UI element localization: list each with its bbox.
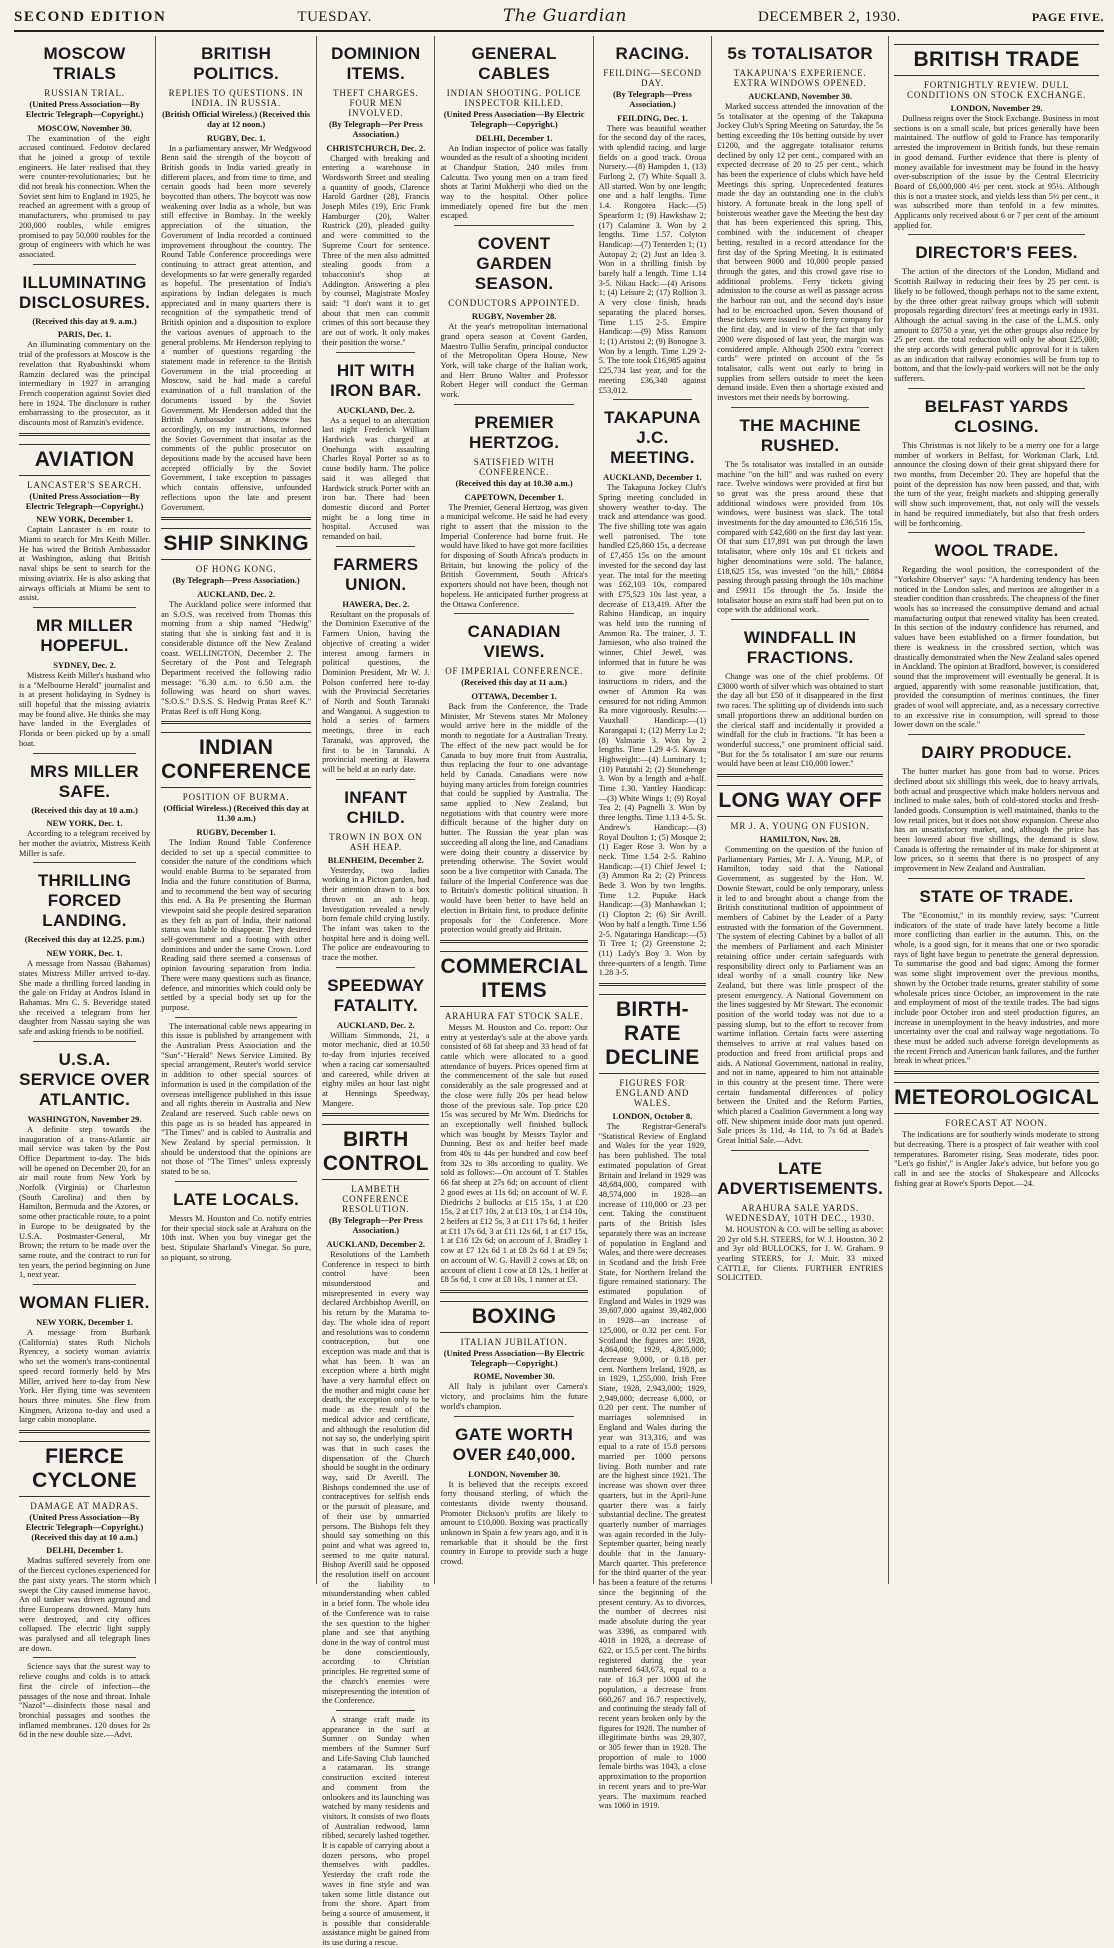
article-headline: MOSCOW TRIALS [43,44,126,83]
article-headline: COMMERCIAL ITEMS [440,951,587,1007]
article-body: There was beautiful weather for the second day of the races, with splendid racing, and large fields on a good track. Oroua Nursery.—(8) Hampden 1, (13) Furlong 2, (7) White Squall 3. All started. Won by one length; one and a half lengths. Time 1.4. Rongotea Hack:—(5) Spearform 1; (9) Hawkshaw 2; (17) Calamine 3. Won by 2 lengths. Time 1.57. Colyton Handicap:—(7) Tenterden 1; (1) Autopay 2; (2) Just an Idea 3. Won in a thrilling finish by barely half a length. Time 1.14 3-5. Nikau Hack:—(4) Arisons 1; (4) Leisure 2; (17) Rollion 3. A very close finish, heads separating the placed horses. Time 1.15 2-5. Empire Handicap:—(9) Miss Ransom 1; (1) Aristosi 2; (9) Bonogne 3. Won by a length. Time 1.29 2-5. The tote took £16,985 against £25,734 last year, and for the meeting £36,340 against £53,012. [598,123,707,395]
article-body: An Indian inspector of police was fatally wounded as the result of a shooting incident at Chandpur Station, 240 miles from Calcutta. Two young men on a tram fired shots at Tarini Mukherji who died on the way to the hospital. Other police immediately opened fire but the men escaped. [440,143,588,221]
article-subheading: ARAHURA FAT STOCK SALE. [444,1010,584,1021]
article-body: Madras suffered severely from one of the fiercest cyclones experienced for the past sixty years. The storm which swept the City caused immense havoc. An oil tanker was driven aground and three Europeans drowned. Many huts were destroyed, and city offices collapsed. The electric light supply was paralysed and all telegraph lines are down. [19,1556,151,1653]
article-headline: THRILLING FORCED LANDING. [37,871,132,931]
article-subheading: OF IMPERIAL CONFERENCE. [445,666,584,677]
divider [336,779,415,780]
article-headline: GATE WORTH OVER £40,000. [452,1424,576,1464]
divider [161,517,311,520]
article-headline: AVIATION [19,444,150,476]
article-body: Resultant on the proposals of the Dominion Executive of the Farmers Union, having the objective of creating a wider interest among farmers in political questions, the Dominion President, Mr W. J. Polson conferred here to-day with the Provincial Secretaries of North and South Taranaki and Wanganui. A suggestion to hold a series of farmers meetings, three in each Taranaki, was approved, the first to be in Taranaki. A provincial meeting at Hawera will be held at an early date. [322,609,430,774]
article-dateline: NEW YORK, December 1. [36,514,133,525]
article-subheading: FORTNIGHTLY REVIEW. DULL CONDITIONS ON STOCK EXCHANGE. [907,80,1087,100]
article-body: The Registrar-General's "Statistical Review of England and Wales for the year 1929, has been published. The total estimated population of Great Britain and Ireland in 1929 was 48,684,000, compared with 48,574,000 in 1928—an increase of 110,000 or .23 per cent. Taking the constituent parts of the British Isles separately there was an increase of population in England and Wales, and there were decreases in Scotland and the Irish Free State, for Northern Ireland the figure remained stationary. The estimated population of England and Wales in 1929 was 39,607,000 against 39,482,000 in 1928—an increase of 125,000, or 0.32 per cent. For Scotland the figures are: 1928, 4,864,000; 1929, 4,805,000; decrease 9,000, or 0.18 per cent. Northern Ireland, 1928, as in 1929, 1,255,000. Irish Free State, 1928, 2,943,000; 1929, 2,949,000; decrease 6,000, or 0.20 per cent. The number of marriages solemnised in England and Wales during the year was 313,316, and was equal to a rate of 15.8 persons married per 1000 persons living. Both number and rate are the highest since 1921. The increase was shown over three quarters, but in the April-June quarter there was a fairly substantial decline. The greatest quarterly number of marriages was again recorded in the July-September quarter, being nearly double that in the January-March quarter. This preference for the third quarter of the year has been a feature of the returns since the beginning of the present century. As to divorces, the number of decrees nisi made absolute during the year was 3396, as compared with 4018 in 1928, a decrease of 622, or 15.5 per cent. The births registered during the year numbered 643,673, equal to a rate of 16.3 per 1000 of the population, a decrease from 660,267 and 16.7 respectively, and continuing the steady fall of recent years broken only by the figures for 1928. The number of illegitimate births was 29,307, or 305 fewer than in 1928. The proportion of male to 1000 female births was 1043, a close approximation to the proportion in recent years and to pre-War years. The maximum reached was 1060 in 1919. [598,1122,707,1811]
article-body: An illuminating commentary on the trial of the professors at Moscow is the revelation that Ryabushinski whom Ramzin declared was the principal intermediary in 1927 in arranging French cooperation against Soviet died here in 1924. The disclosure is rather embarrassing to the prosecutor, as it discounts most of Ramzin's evidence. [19,340,151,428]
article-body: Captain Lancaster is en route to Miami to search for Mrs Keith Miller. He has wired the British Ambassador at Washington, asking that British naval ships be sent to search for the missing aviatrix. He is also asking that airways officials at Miami be sent to assist. [19,525,151,603]
article-headline: RACING. [615,44,690,63]
article-body: It is believed that the receipts exceed forty thousand sterling, of which the contestants divide twenty thousand. Promoter Dickson's profits are likely to amount to £10,000. Boxing was practically unknown in Spain a few years ago, and it is remarkable that it should be the first country in Europe to provide such a huge crowd. [440,1479,588,1567]
article-headline: HIT WITH IRON BAR. [330,360,422,400]
article-body: The Indian Round Table Conference decided to set up a special committee to consider the nature of the conditions which would enable Burma to be separated from India and the future constitution of Burma, and to recommend the best way of securing this end. A Ba Pe presenting the Burman viewpoint said she people desired separation as they felt as part of India, their national status was liable to disappear. They desired self-government and a footing with other dominions and under the same Crown. Lord Reading said there seemed a consensus of opinion favouring separation from India. There were many questions such as finance, defence, and minorities which could only be settled by a special body set up for the purpose. [161,837,312,1012]
article [440,44,587,221]
article-dateline: NEW YORK, December 1. [36,1317,133,1328]
article-subheading: INDIAN SHOOTING. POLICE INSPECTOR KILLED. [446,88,582,108]
article-headline: TAKAPUNA J.C. MEETING. [604,408,701,468]
article-headline: DOMINION ITEMS. [331,44,421,83]
article-dateline: HAMILTON, Nov. 28. [759,834,841,845]
article-subheading: LANCASTER'S SEARCH. [27,479,142,490]
article-body: The Auckland police were informed that an S.O.S. was received from Thomas this morning from a ship named "Hedwig" stating that she is sinking fast and it is considerable distance off the New Zealand coast. WELLINGTON, December 2. The Secretary of the Post and Telegraph Department received the following radio message: "6.30 a.m. to 6.50 a.m. the following was heard on short waves. "S.O.S." D.S.S. S. Hedwig Pratas Reef K." Pratas Reef is off Hong Kong. [161,600,312,716]
article [161,1181,311,1263]
article-credit: (Received this day at 11 a.m.) [461,677,568,688]
article [19,1657,150,1740]
divider [33,1041,136,1042]
article-dateline: NEW YORK, Dec. 1. [46,818,123,829]
article [440,613,587,935]
article-dateline: CAPETOWN, December 1. [464,491,564,502]
divider [175,1181,297,1182]
article-body: Regarding the wool position, the correspondent of the "Yorkshire Observer" says: "A hardening tendency has been noticed in the London sales, and merinos are altogether in a steadier condition than crossbreds. The cheapness of the finer wools has so increased the consumptive demand and actual manufacturing output that renewed vitality has been created. In this section of the industry confidence has returned, and values have been established on a firmer foundation, but there is weakness in the crossbred section, which was drastically demonstrated when the New Zealand sales opened in Auckland. The opinion at Bradford, however, is considered sound that the improvement will eventually be general. It is argued, apparently with some reasonable justification, that, provided the consumption of merinos continues, the finer grades of wool will appreciate, and, as a necessary corrective to an excessive rise in consumption, will spread to those lower down on the scale." [894,565,1099,730]
article-subheading: TROWN IN BOX ON ASH HEAP. [329,831,423,852]
article-body: Change was one of the chief problems. Of £3000 worth of silver which was obtained to start the day all but £50 of it disappeared in the first two races. The splitting up of dividends into such small proportions threw an additional burden on the clerical staff and incidentally it provided a windfall for the club in fractions. "It has been a wonderful success," one prominent official said. "But for the 5s totalisator I am sure our returns would have been at least £10,000 lower." [717,672,884,769]
divider [19,1430,150,1433]
article [894,1071,1099,1188]
divider [908,532,1085,533]
article-body: In a parliamentary answer, Mr Wedgwood Benn said the strength of the boycott of British goods in India varied greatly in different places, and from time to time, and certain goods had been more severely boycotted than others. The boycott was now weakening over India as a whole, but was still effective in Bombay. In the weekly appreciation of the situation, the Government of India recorded a continued improvement throughout the country. The Round Table Conference proceedings were continuing to attract great attention, and developments so far were generally regarded as hopeful. The presentation of India's aspirations by Indian delegates is much appreciated and in many quarters there is recognition of the sympathetic trend of British opinion and a disposition to explore the various avenues of approach to the general problems. Mr Henderson replying to a number of questions regarding the statement made in reference to the British Government in the trial proceeding at Moscow, said he had made a careful examination of a full translation of the documents issued by the Soviet Government. Mr Henderson added that the British Ambassador at Moscow has accordingly, on my instructions, informed the Soviet Government that insofar as the comments of the public prosecutor on depositions made by the accused have been accepted officially by the Soviet Government, I take exception to passages which contain offensive, unfounded reflections upon the late and present Government. [161,143,312,512]
article-headline: LATE ADVERTISEMENTS. [717,1158,884,1198]
article-dateline: PARIS, Dec. 1. [57,329,112,340]
article-body: The indications are for southerly winds moderate to strong but decreasing. There is a prospect of fair weather with cool temperatures. Barometer rising. Seas moderate, tides poor. "Let's go fishin'," is Angler Jake's advice, but before you go call in and see the stocks of Shakespeare and Allcocks fishing gear at Rowe's Sports Depot.—24. [894,1130,1099,1188]
divider [454,404,573,405]
article-headline: INDIAN CONFERENCE [161,732,311,788]
article-credit: (Received this day at 9. a.m.) [32,315,137,326]
article-body: All Italy is jubilant over Carnera's victory, and proclaims him the future world's champion. [440,1382,588,1411]
article-headline: LONG WAY OFF [717,785,883,817]
article-body: The Takapuna Jockey Club's Spring meeting concluded in showery weather to-day. The track and attendance was good. The five shilling tote was again well patronised. The tote handled £25,860 15s, a decrease of £7,455 15s on the amount invested for the second day last year. The total for the meeting was £62,103 10s, compared with £75,523 10s last year, a decrease of £13,419. After the Rahino Handicap, an inquiry was held into the running of Ammon Ra. The trainer, J. T. Jamieson, who also trained the winner, Chief Jewel, was informed that in future he was to give more definite instructions to riders, and the owner of Ammon Ra was censured for not riding Ammon Ra more vigorously. Results:— Vauxhall Handicap:—(1) Karangapai 1; (12) Merry Lu 2; (8) Valmarie 3. Won by 2 lengths. Time 1.29 4-5. Kawau Highweight:—(4) Luminary 1; (10) Patutahi 2; (2) Stonehenge 3. Won by a length and a-half. Time 1.30. Yantley Handicap:—(3) White Wings 1; (9) Royal Tea 2; (4) Pagnelli 3. Won by three lengths. Time 1.13 4-5. St. Andrew's Handicap:—(3) Royal Doulton 1; (5) Mosque 2; (1) Eager Rose 3. Won by a neck. Time 1.54 2-5. Rahino Handicap:—(1) Chief Jewel 1; (3) Ammon Ra 2; (2) Princess Bede 3. Won by two lengths. Time 1.2. Pupuke Hack Handicap:—(3) Manhawkan 1; (1) Clopton 2; (6) Sir Avrill. Won by half a length. Time 1.56 2-5. Ngataringa Handicap:—(5) Ti Tree 1; (2) Greenstone 2; (11) Lady's Boy 3. Won by three-quarters of a length. Time 1.28 3-5. [598,483,707,978]
article-headline: SPEEDWAY FATALITY. [327,975,425,1015]
divider [33,753,136,754]
article-headline: BELFAST YARDS CLOSING. [924,396,1069,436]
article [19,1430,150,1653]
article [894,388,1099,528]
article-subheading: OF HONG KONG. [195,564,277,575]
article [717,619,883,769]
divider [599,983,706,986]
article-headline: BOXING [440,1301,587,1333]
article-dateline: HAWERA, Dec. 2. [342,598,410,609]
article-subheading: ITALIAN JUBILATION. [460,1336,568,1347]
article [19,264,150,428]
article-body: According to a telegram received by her mother the aviatrix, Mistress Keith Miller is safe. [19,829,151,858]
article-headline: MRS MILLER SAFE. [30,761,139,801]
article-headline: INFANT CHILD. [344,787,408,827]
article-subheading: SATISFIED WITH CONFERENCE. [473,456,555,477]
article-body: M. HOUSTON & CO. will be selling as above: 20 2yr old S.H. STEERS, for W. J. Houston. 30 2 and 3yr old BULLOCKS, for J. W. Graham. 9 yearling STEERS, for J. Muir. 33 mixed CATTLE, for Clients. FURTHER ENTRIES SOLICITED. [717,1224,884,1283]
news-column [594,36,712,1811]
article [19,607,150,749]
article-headline: MR MILLER HOPEFUL. [35,615,134,655]
article-subheading: ARAHURA SALE YARDS. WEDNESDAY, 10TH DEC., 1930. [725,1202,875,1223]
article [717,1150,883,1283]
article [440,404,587,610]
news-column [712,36,889,1584]
article-dateline: DELHI, December 1. [46,1545,123,1556]
article-subheading: CONDUCTORS APPOINTED. [448,298,580,309]
article-headline: GENERAL CABLES [471,44,557,83]
article-dateline: LONDON, October 8. [612,1111,693,1122]
article-credit: (By Telegraph—Per Press Association.) [328,119,423,139]
article-body: Back from the Conference, the Trade Minister, Mr Stevens states Mr Moloney would arrive here in the middle of the month to negotiate for a Australian Treaty. The effect of the new pact would be for Canada to buy more fruit from Australia, thus replacing the four to one advantage held by Canada. Canadians were now buying many articles from foreign countries that could be supplied by Australia. The same applied to New Zealand, but negotiations with that country were more difficult because of the higher duty on butter. The Russian the year plan was succeeding all along the line, and Canadians were doing their country a disservice by pretending otherwise. The Soviet would soon be a live competitor with Canada. The failure of the Imperial Conference was due to Britain's domestic political situation. It would have been better to have held an election in Britain first, to produce definite proposals for the Conference. More protection would greatly aid Britain. [440,702,588,935]
article [440,1290,587,1412]
article [322,779,429,963]
article-headline: U.S.A. SERVICE OVER ATLANTIC. [19,1049,150,1109]
article-subheading: THEFT CHARGES. FOUR MEN INVOLVED. [333,88,419,118]
article-dateline: MOSCOW, November 30. [37,122,132,133]
article-subheading: REPLIES TO QUESTIONS. IN INDIA. IN RUSSIA. [168,88,304,108]
article [322,967,429,1109]
article-credit: (Received this day at 10.30 a.m.) [455,477,573,488]
article [599,983,706,1811]
article-headline: WINDFALL IN FRACTIONS. [743,628,857,668]
article-headline: WOMAN FLIER. [19,1293,150,1313]
article [717,774,883,1146]
article-headline: COVENT GARDEN SEASON. [474,234,554,294]
divider [894,1071,1099,1074]
article-headline: CANADIAN VIEWS. [467,622,561,662]
divider [454,1416,573,1417]
news-column [435,36,593,1584]
article [894,234,1099,383]
article-headline: METEOROLOGICAL [894,1082,1099,1114]
article-headline: FIERCE CYCLONE [19,1441,150,1497]
article-body: This Christmas is not likely to be a merry one for a large number of workers in Belfast, for Workman Clark, Ltd. announce the closing down of their great shipyard there for two months, from December 20. They are hopeful that the point of the depression has now been passed, and that, with the turn of the year, freight markets and shipping generally will show such improvement, that, not only will the vessels in hand be required immediately, but also that fresh orders will be forthcoming. [894,440,1099,528]
article-body: Mistress Keith Miller's husband who is a "Melbourne Herald" journalist and is at present holidaying in Sydney is still hopeful that the missing aviatrix may be found alive. He thinks she may have landed in the Everglades of Florida or been picked up by a small boat. [19,670,151,748]
divider [33,607,136,608]
article-dateline: AUCKLAND, Dec. 2. [336,1019,415,1030]
article [161,1017,311,1177]
article-credit: (Received this day at 12.25. p.m.) [24,934,145,945]
article-dateline: RUGBY, November 28. [471,311,557,322]
article-credit: (United Press Association—By Electric Telegraph—Copyright.) [443,109,585,129]
article [440,225,587,400]
article-dateline: RUGBY, Dec. 1. [206,132,266,143]
article [19,1284,150,1425]
article-subheading: POSITION OF BURMA. [182,792,290,803]
article-body: The international cable news appearing in this issue is published by arrangement with the Australian Press Association and the "Sun"-"Herald" News Service Limited. By special arrangement, Reuter's world service in addition to other special sources of information is used in the compilation of the overseas intelligence published in this issue and all rights therein in Australia and New Zealand are reserved. Such cable news on this page as is so headed has appeared in "The Times" and is cabled to Australia and New Zealand by special permission. It should be understood that the opinions are not those of "The Times" unless expressly stated to be so. [161,1021,312,1177]
article-headline: ILLUMINATING DISCLOSURES. [19,272,151,312]
divider [33,862,136,863]
article [599,44,706,395]
article-dateline: CHRISTCHURCH, Dec. 2. [326,142,426,153]
divider [440,1290,587,1293]
article-headline: 5s TOTALISATOR [727,44,873,63]
article [717,407,883,615]
divider [33,264,136,265]
article-body: Messrs M. Houston and Co. notify entries for their special stock sale at Arahura on the 10th inst. When you buy vinegar get the best. Stipulate Sharland's Vinegar. So pure, so piquant, so strong. [161,1213,312,1262]
divider [731,1150,869,1151]
article-headline: BIRTH-RATE DECLINE [599,994,706,1074]
article-body: At the year's metropolitan international grand opera season at Covent Garden, Maestro Tullio Serafin, principal conductor of the Metropolitan Opera House, New York, will take charge of the Italian work, and Herr Bruno Walter and Professor Robert Heger will conduct the German work. [440,322,588,400]
article-subheading: LAMBETH CONFERENCE RESOLUTION. [342,1184,410,1215]
article [322,546,429,775]
article-body: Charged with breaking and entering a warehouse in Wordsworth Street and stealing a quantity of goods, Clarence Harold Gardner (28), Francis Joseph Miles (19), Eric Frank Hamburger (20), Walter Rustrick (20), pleaded guilty and were committed to the Supreme Court for sentence. Three of the men also admitted stealing goods from a tobacconist's shop at Addington. Answering a plea by counsel, Magistrate Mosley said: "I don't want it to get about that men can commit crimes of this sort because they are out of work. It only makes their position the worse." [322,153,430,347]
article-dateline: OTTAWA, December 1. [471,691,557,702]
article [19,753,150,859]
article [161,517,311,716]
article-dateline: AUCKLAND, Dec. 2. [336,404,415,415]
paper-title: The Guardian [502,6,627,26]
article-dateline: AUCKLAND, December 2. [326,1238,426,1249]
article [19,44,150,260]
article [894,734,1099,874]
divider [731,619,869,620]
news-column [317,36,435,1948]
article-credit: (Received this day at 10 a.m.) [31,804,138,815]
article-credit: (United Press Association—By Electric Telegraph—Copyright.) [443,1347,585,1368]
article-headline: FARMERS UNION. [333,554,419,594]
article-headline: DIRECTOR'S FEES. [915,243,1078,263]
article-dateline: NEW YORK, Dec. 1. [46,948,123,959]
divider [322,1113,429,1116]
article-body: The "Economist," in its monthly review, says: "Current indicators of the state of trade have lately become a little more conflicting than earlier in the autumn. This, on the whole, is a good sign, for it means that one or two sporadic rays of light have begun to penetrate the general depression. To summarise the good and bad signs: Among the former was some slight improvement over the previous months, shown by the October trade returns, greater stability of some wholesale prices since October, an improvement in the rate and employment of most of the textile trades. The bad signs include poor October iron and steel production figures, an increase in unemployment in the heavy industries, and more uncertainty over the coal and railway wage negotiations. To these must be added such adverse foreign developments as the recent French and American bank failures, and the further break in wheat prices." [894,910,1099,1066]
article-body: Messrs M. Houston and Co. report: Our entry at yesterday's sale at the above yards consisted of 68 fat sheep and 33 head of fat cattle which were allocated to a good attendance of buyers. Prices opened firm at the commencement of the sale but eased considerably as the sale progressed and at the close were fully 20s per head below those of the previous sale. Top price £20 15s was secured by Mr Wm. Diedrichs for an exceptionally well finished bullock which was bought by Messrs Taylor and Dunning. Best ox and heifer beef made from 40s to 44s per hundred and cow beef from 32s to 38s according to quality. We sold as follows:—On account of T. Stables 66 fat sheep at 27s 6d; on account of client 2 good ewes at 11s 6d; on account of W. F. Diedrichs 2 bullocks at £15 15s, 1 at £20 15s, 2 at £17 10s, 2 at £13 10s, 1 at £14 10s, 2 heifers at £12 5s, 3 at £11 17s 6d, 1 heifer at £11 17s 6d, 3 at £11 12s 6d, 1 at £17 15s, 1 at £16 12s 6d; on account of J. Bradley 1 cow at £7 12s 6d 1 at £8 2s 6d 1 at £9 5s; on account of W. G. Havill 2 cows at £8; on account of client 1 cow at £8 12s, 1 heifer at £8 5s 6d, 1 cow at £8 10s, 1 runner at £3. [440,1022,588,1285]
divider [613,399,692,400]
article-credit: (United Press Association—By Electric Telegraph—Copyright.) (Received this day at 10 a.m.) [25,1512,144,1542]
article-dateline: LONDON, November 30. [468,1468,561,1479]
divider [33,1284,136,1285]
article-subheading: TAKAPUNA'S EXPERIENCE. EXTRA WINDOWS OPENED. [733,68,867,88]
article [440,1416,587,1567]
divider [731,407,869,408]
article [440,940,587,1285]
news-column [889,36,1104,1584]
article-credit: (United Press Association—By Electric Telegraph—Copyright.) [25,490,144,511]
article-body: The Premier, General Hertzog, was given a municipal welcome. He said he had every right to assert that the mission to the Imperial Conference had borne fruit. He would have liked to have got more facilities for disposing of South Africa's products in Britain, but knowing the policy of the British Government, South Africa's exporters should not have been, though not hopeless. He anticipated further progress at the Ottawa Conference. [440,502,588,609]
divider [717,774,883,777]
columns-container [14,36,1104,1948]
divider [908,388,1085,389]
article-body: As a sequel to an altercation last night Frederick William Hardwick was charged at Onehunga with assaulting Charles Royal Porter so as to cause bodily harm. The police said it was alleged that Hardwick struck Porter with an iron bar. There had been domestic discord and Porter might be a long time in hospital. Accused was remanded on bail. [322,415,430,542]
article-body: A message from Burbank (California) states Ruth Nichols Ryencey, a society woman aviatrix who set the women's trans-continental speed record formerly held by Mrs Miller, arrived here to-day from New York. Her flying time was seventeen hours three minutes. She flew from Kingmen, Arizona to-day and used a large cabin monoplane. [19,1328,151,1425]
article-credit: (By Telegraph—Press Association.) [612,89,692,109]
article-headline: BRITISH POLITICS. [193,44,280,83]
edition-label: SECOND EDITION [14,9,167,25]
article-credit: (British Official Wireless.) (Received this day at 12 noon.) [162,109,311,129]
article [322,352,429,542]
article [894,44,1099,230]
article-subheading: FORECAST AT NOON. [945,1118,1048,1129]
divider [908,234,1085,235]
article-headline: SHIP SINKING [161,528,311,560]
divider [336,1710,415,1711]
article-subheading: MR J. A. YOUNG ON FUSION. [730,821,870,832]
article [322,44,429,348]
article-headline: BIRTH CONTROL [322,1124,429,1180]
divider [440,940,587,943]
masthead [14,6,1104,32]
divider [33,1657,136,1658]
article-headline: DAIRY PRODUCE. [921,743,1072,763]
article [894,878,1099,1066]
news-column [14,36,156,1740]
divider [19,433,150,436]
article-body: The 5s totalisator was installed in an outside machine "on the hill" and was rushed on every race. Twelve windows were provided at first but so great was the press around these that additional windows were provided from 10s windows, were business was slack. The total investments for the day amounted to £36,516 15s, compared with £42,600 on the first day last year. Of that sum £17,891 was put through the lawn totalisator, where only 10s and £1 tickets and higher denominations were sold. The balance, £18,625 15s, was invested "on the hill," £8884 passing through passing through the 10s machine and £9911 15s through the 5s. Inside the totalisator house an extra staff had been put on to cope with the additional work. [717,459,884,615]
article-subheading: DAMAGE AT MADRAS. [30,1501,139,1512]
article-headline: BRITISH TRADE [894,44,1099,76]
article-body: Commenting on the question of the fusion of Parliamentary Parties, Mr J. A. Young, M.P., of Hamilton, today said that the National Government, as suggested by the Hon. W. Downie Stewart, could be only temporary, unless it led to and brought about a change from the British constitutional tradition of appointment of members of Cabinet by the Leader of a Party entrusted with the formation of the Government. The system of electing Cabinet by a ballot of all the members of Parliament and each Minister retaining office under certain safeguards with responsibility direct only to Parliament was an ideal worthy of a small country like New Zealand, but there was little prospect of the present emergency. A National Government on the lines suggested by Mr Stewart. The economic position of the world today was not due to a passing slump, but to the effort to recover from wartime inflation. Certain facts were asserting themselves to arrive at real values based on production and freed from artificial props and aids. A National Government, national in reality, and not in name, appeared to him not attainable in this country at the present time. There were certain fundamental differences of policy between the United and the Reform Parties, which placed a Coalition Government a long way off. New shipment inside door mats just opened. Sale prices 3s 11d, 4s 11d, to 7s 6d at Bade's Great Initial Sale.—Advt. [717,845,884,1146]
article-dateline: BLENHEIM, December 2. [327,854,424,865]
article [161,44,311,512]
article-credit: (By Telegraph—Per Press Association.) [328,1215,423,1236]
divider [336,967,415,968]
article-body: A message from Nassau (Bahamas) states Mistress Miller arrived to-day. She made a thrilling forced landing in the gale on Friday at Andros Island in Bahamas. Mrs C. S. Beveridge stated she received a telegram from her daughter from Nassau saying she was safe and asking friends to be notified. [19,959,151,1037]
date-label: DECEMBER 2, 1930. [758,9,901,25]
article-dateline: LONDON, November 29. [950,103,1043,113]
divider [175,1017,297,1018]
article-credit: (United Press Association—By Electric Telegraph—Copyright.) [25,99,144,119]
article-headline: THE MACHINE RUSHED. [739,415,861,455]
article [894,532,1099,730]
article-body: Marked success attended the innovation of the 5s totalisator at the opening of the Takapuna Jockey Club's Spring Meeting on Saturday, the 5s betting exceeding the 10s betting outside by over £1200, and the aggregate totalisator returns declined by only 12 per cent., compared with an expected decrease of 20 to 25 per cent., which has been the experience of clubs which have held Meetings this spring. Unprecedented features made the day an outstanding one in the club's history. A fortunate break in the long spell of boisterous weather gave the Meeting the best day that has been experienced this spring. This, combined with the inducement of cheaper betting, resulted in a record attendance for the first day of the Spring Meeting. It is estimated that between 9000 and 10,000 people passed through the gates, and this crowd gave rise to additional problems. Ferry tickets giving admission to the course as well as passage across the harbour ran out, and the second day's issue had to be encroached upon. Seven thousand of these tickets were issued to the ferry company for the first day, and in view of the fact that only 2000 were disposed of last year, the margin was considered ample. Although 2500 extra "correct cards" were printed on account of the 5s totalisator, calls went out early to bring in supplies from sellers outside to meet the keen demand inside. Even then a shortage existed and investors met their needs by borrowing. [717,102,884,403]
divider [336,352,415,353]
article-headline: LATE LOCALS. [173,1189,300,1209]
divider [908,734,1085,735]
news-column [156,36,317,1584]
article-credit: (Official Wireless.) (Received this day at 11.30 a.m.) [163,803,309,824]
article-body: Resolutions of the Lambeth Conference in respect to birth control have been misunderstood and misrepresented in every way declared Archbishop Averill, on his return by the Marama to-day. The whole idea of report and resolutions was to condemn contraception, but one exception was made and that is what has been. It was an exception where a birth might have a very harmful effect on the mother and might cause her death, the exception only to be made as the result of the medical advice and certificate, and although the resolution did not say so, the underlying spirit was that in such cases the dispensation of the Church should be sought in the ordinary way, said Dr Averill. The Bishops condemned the use of contraceptives for selfish ends or the pursuit of pleasure, and of their use by unmarried persons. The Bishops felt they should say something on this point and what was agreed to, seemed to me quite natural. Bishop Averill said he opposed the resolution itself on account of the liability to misunderstanding when cabled in a brief form. The whole idea of the Conference was to raise the sex question to the higher plane and see that anything done in the way of control must be done conscientiously, according to Christian principles. He regretted some of the church's enemies were misrepresenting the intention of the Conference. [322,1249,430,1706]
article-body: The examination of the eight accused continued. Fedotov declared that he joined a group of textile engineers. He later realised that they were counter-revolutionaries; but he did not break his connection. When the Soviet sent him to England in 1925, he reached an agreement with a group of manufacturers, who promised to pay 200,000 roubles, while emigres promised to pay 50,000 roubles for the group of engineers with which he was associated. [19,133,151,259]
article [599,399,706,978]
article-dateline: ROME, November 30. [473,1371,555,1382]
article-dateline: FEILDING, Dec. 1. [617,112,688,123]
article [19,433,150,603]
article-dateline: DELHI, December 1. [475,132,553,143]
article-dateline: AUCKLAND, November 30. [748,91,852,101]
article-subheading: FIGURES FOR ENGLAND AND WALES. [615,1078,690,1109]
article-dateline: WASHINGTON, November 29. [27,1113,142,1124]
divider [336,546,415,547]
article [717,44,883,403]
article [322,1710,429,1948]
article-dateline: RUGBY, December 1. [196,826,276,837]
article-headline: STATE OF TRADE. [919,886,1074,906]
article [322,1113,429,1706]
article [19,1041,150,1280]
article [19,862,150,1036]
article-body: A definite step towards the inauguration of a trans-Atlantic air mail service was taken by the Post Office Department to-day. The bids will be opened on December 20, for an air mail route from New York by Norfolk (Virginia) or Charleston (South Carolina) and then by Hamilton, Bermuda and the Azores, or some other practicable route, to a point in Europe to be designated by the U.S.A. Postmaster-General, Mr Brown; the return to be made over the same route, and the contract to run for ten years, the period beginning on June 1, next year. [19,1124,151,1280]
article-body: Science says that the surest way to relieve coughs and colds is to attack first the circle of infection—the passages of the nose and throat. Inhale "Nazol"—disinfects those nasal and bronchial passages and soothes the inflamed membranes. 120 doses for 2s 6d in the new double size.—Advt. [19,1662,151,1740]
article-dateline: AUCKLAND, Dec. 2. [197,589,275,600]
article-body: The action of the directors of the London, Midland and Scottish Railway in reducing their fees by 25 per cent. is likely to be followed, though perhaps not to the same extent, by the three other great railway groups which will submit proposals regarding directors' fees at meetings early in 1931. Although the actual saving in the case of the L.M.S. only amount to £8750 a year, yet the other groups also reduce by 25 per cent. the total reduction will only be about £25,000; the step accords with general public approval for it is taken as an indication that railway economies will be from top to bottom, and that the lowly-paid workers will not be the only sufferers. [894,267,1099,384]
day-label: TUESDAY. [297,9,372,25]
article-body: A strange craft made its appearance in the surf at Sumner on Sunday when members of the Sumner Surf and Life-Saving Club launched a catamaran. Its strange construction excited interest and comment from the onlookers and its launching was watched by many residents and visitors. It consists of two floats of Australian redwood, lamn ribbed, securely lashed together. It is capable of carrying about a dozen persons, who propel themselves with paddles. Yesterday the craft rode the waves in fine style and was taken some little distance out from the shore. Apart from being a source of amusement, it is possible that considerable assistance might be gained from its use during a rescue. [322,1714,430,1948]
article-body: Yesterday, two ladies working in a Picton garden, had their attention drawn to a box thrown on an ash heap. Investigation revealed a newly born female child crying lustily. The infant was taken to the hospital here and is doing well. The police are endeavouring to trace the mother. [322,865,430,963]
article-body: William Simmonds, 21, a motor mechanic, died at 10.50 to-day from injuries received when a racing car somersaulted and careered, while driven at eighty miles an hour last night at Hennings Speedway, Mangere. [322,1030,430,1108]
divider [161,721,311,724]
article-dateline: SYDNEY, Dec. 2. [53,659,116,670]
article-subheading: FEILDING—SECOND DAY. [603,68,702,88]
divider [454,225,573,226]
article-dateline: AUCKLAND, December 1. [603,472,702,483]
article-body: The butter market has gone from bad to worse. Prices declined about six shillings this week, due to heavy arrivals, both actual and prospective which make holders nervous and inclined to make sales, both of cold-stored stocks and fresh-landed goods. Consumption is well maintained, thanks to the low retail prices, but it does not show expansion. Cheese also has an unsatisfactory market, and, although the price has been lowered about five shillings, the demand is slow. Canada is offering the remainder of its make for shipment at low prices, so it seems that there is no prospect of any improvement in New Zealand and Australian. [894,767,1099,874]
page-number: PAGE FIVE. [1031,10,1104,24]
article-body: Dullness reigns over the Stock Exchange. Business in most sections is on a small scale, but prices generally have been maintained. The outflow of gold to France has temporarily arrested the improvement in British funds, but these remain in good demand. Further evidence that there is plenty of money available for investment may be found in the heavy over-subscription of the issue by the Central Electricity Board of £6,000,000 4½ per cent. stock at 95½. Although this is not a trustee stock, and yields less than 5½ per cent., it was subscribed more than tenfold in a few minutes. Applicants only received about 6 or 7 per cent of the amount applied for. [894,114,1099,230]
article [161,721,311,1012]
article-subheading: RUSSIAN TRIAL. [44,88,125,98]
article-credit: (By Telegraph—Press Association.) [172,575,300,586]
divider [908,878,1085,879]
article-headline: PREMIER HERTZOG. [469,412,560,452]
divider [454,613,573,614]
article-headline: WOOL TRADE. [934,541,1059,561]
